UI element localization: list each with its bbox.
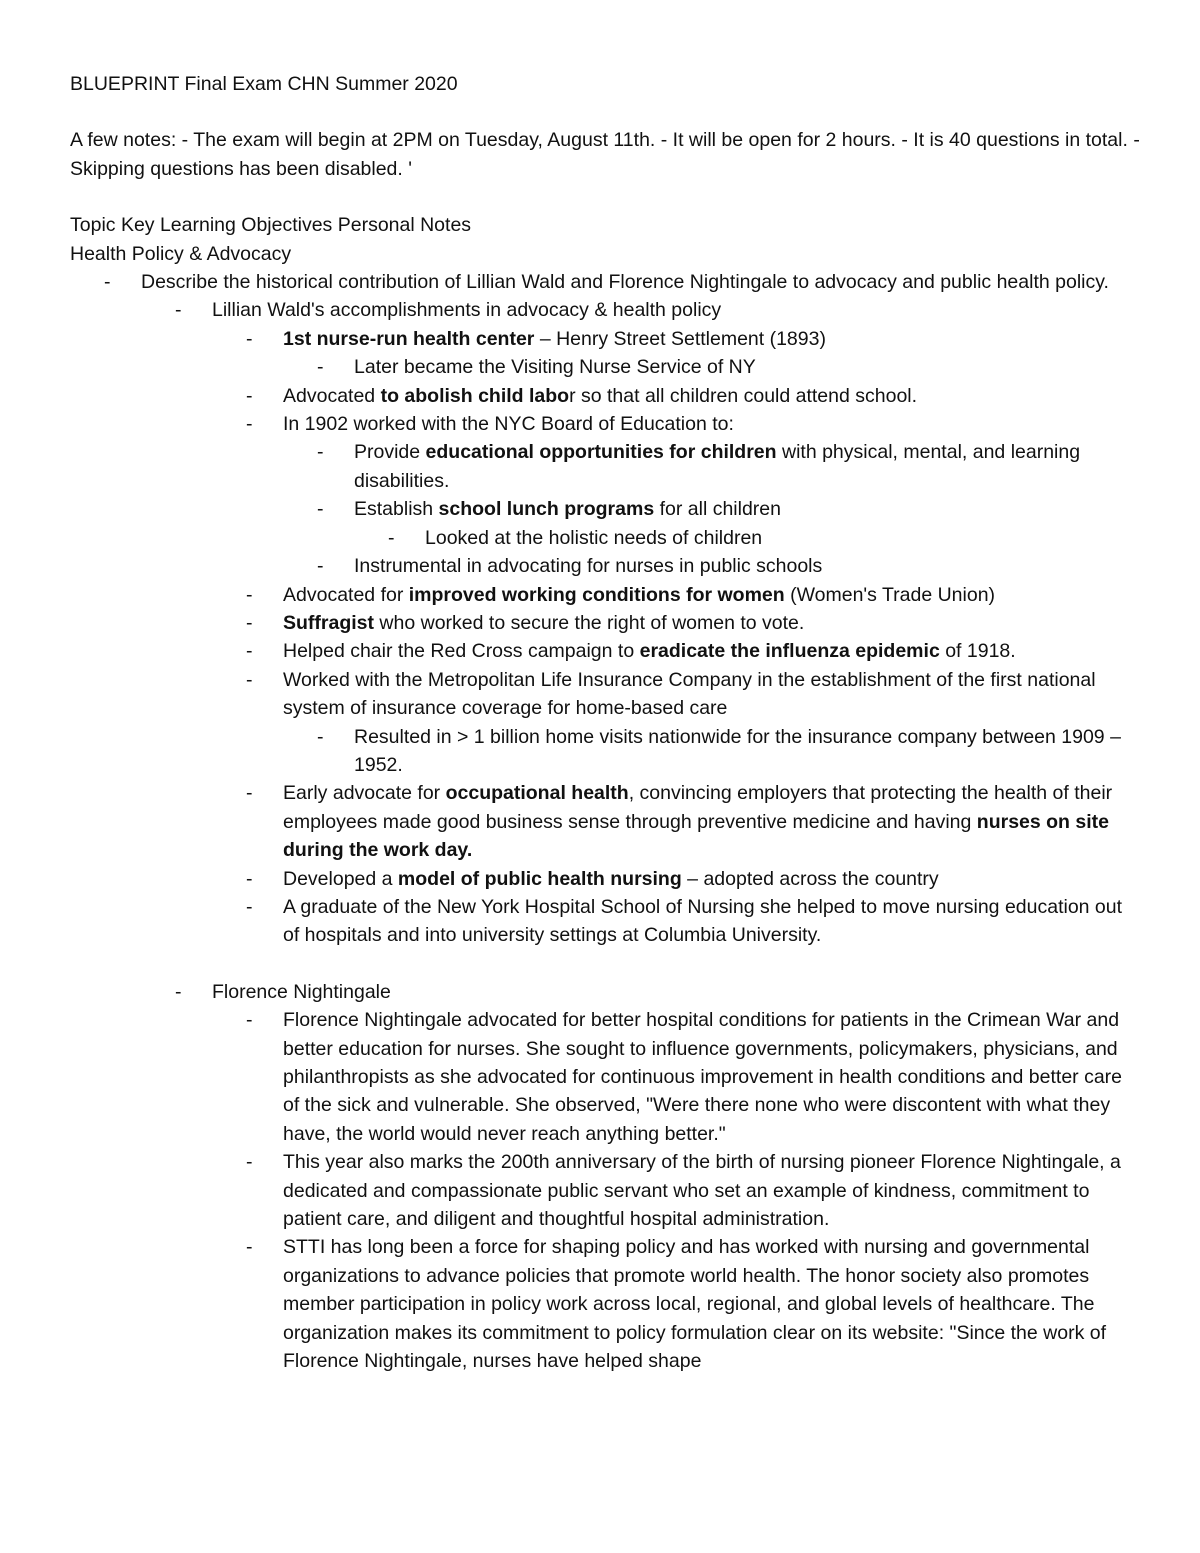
list-text: Later became the Visiting Nurse Service of NY xyxy=(354,356,756,379)
list-item xyxy=(212,779,1140,864)
list-text: Provide xyxy=(354,441,426,464)
list-text: Instrumental in advocating for nurses in public schools xyxy=(354,555,823,578)
sub-list xyxy=(283,723,1140,780)
topic-heading: Health Policy & Advocacy xyxy=(70,242,292,265)
bold-text: improved working conditions for women xyxy=(408,583,785,606)
list-item xyxy=(212,581,1140,609)
list-item xyxy=(141,978,1140,1376)
bullet-dash: - xyxy=(317,498,324,521)
sub-list xyxy=(283,353,1140,381)
bold-text: to abolish child labo xyxy=(380,384,570,407)
bullet-dash: - xyxy=(246,327,253,350)
objective-text: Describe the historical contribution of Lillian Wald and Florence Nightingale to advocacy and public health policy. xyxy=(141,271,1109,294)
list-item xyxy=(212,637,1140,665)
wald-heading: Lillian Wald's accomplishments in advocacy & health policy xyxy=(212,299,722,322)
bullet-dash: - xyxy=(246,583,253,606)
bullet-dash: - xyxy=(175,299,182,322)
list-text: In 1902 worked with the NYC Board of Education to: xyxy=(283,413,734,436)
list-text: Establish xyxy=(354,498,439,521)
bullet-dash: - xyxy=(246,611,253,634)
bullet-dash: - xyxy=(175,980,182,1003)
list-item xyxy=(354,524,1140,552)
sub-list xyxy=(283,438,1140,580)
list-item xyxy=(283,495,1140,552)
bullet-dash: - xyxy=(317,356,324,379)
list-text: STTI has long been a force for shaping policy and has worked with nursing and governmental organizations to advance policies that promote world health. The honor society also promotes member participation in policy work across local, regional, and global levels of healthcare. The organization makes its commitment to policy formulation clear on its website: "Since the work of Florence Nightingale, nurses have helped shape xyxy=(283,1236,1107,1373)
list-text: with physical, mental, and learning disabilities. xyxy=(354,441,1081,492)
list-item xyxy=(212,865,1140,893)
list-text: – Henry Street Settlement (1893) xyxy=(534,327,826,350)
bold-text: 1st nurse-run health center xyxy=(283,327,535,350)
list-text: r so that all children could attend school. xyxy=(569,384,918,407)
bullet-dash: - xyxy=(104,271,111,294)
objectives-list xyxy=(70,268,1140,1375)
bold-text: school lunch programs xyxy=(438,498,655,521)
list-text: for all children xyxy=(654,498,781,521)
list-item xyxy=(283,438,1140,495)
bold-text: nurses on site during the work day. xyxy=(283,810,1109,862)
exam-notes: A few notes: - The exam will begin at 2PM on Tuesday, August 11th. - It will be open for 2 hours. - It is 40 questions in total. - Skipping questions has been disabled. ' xyxy=(70,129,1140,180)
wald-accomplishments xyxy=(212,325,1140,950)
bullet-dash: - xyxy=(317,725,324,748)
bullet-dash: - xyxy=(246,1151,253,1174)
list-item xyxy=(212,1006,1140,1148)
list-text: Worked with the Metropolitan Life Insurance Company in the establishment of the first national system of insurance coverage for home-based care xyxy=(283,668,1096,720)
list-text: Resulted in > 1 billion home visits nationwide for the insurance company between 1909 – 1952. xyxy=(354,725,1121,776)
list-text: Looked at the holistic needs of children xyxy=(425,526,763,549)
list-item xyxy=(212,666,1140,780)
list-text: of 1918. xyxy=(939,640,1016,663)
bold-text: eradicate the influenza epidemic xyxy=(639,640,940,663)
list-text: Developed a xyxy=(283,867,398,890)
list-item xyxy=(212,893,1140,950)
list-text: who worked to secure the right of women to vote. xyxy=(374,611,805,634)
list-text: A graduate of the New York Hospital School of Nursing she helped to move nursing education out of hospitals and into university settings at Columbia University. xyxy=(283,895,1123,947)
list-text: Advocated for xyxy=(283,583,409,606)
bullet-dash: - xyxy=(388,526,395,549)
list-item xyxy=(70,268,1140,1375)
bold-text: occupational health xyxy=(445,782,629,805)
bullet-dash: - xyxy=(246,413,253,436)
document-body xyxy=(70,70,1140,1375)
table-header: Topic Key Learning Objectives Personal Notes xyxy=(70,214,472,237)
bold-text: Suffragist xyxy=(283,611,375,634)
document-title: BLUEPRINT Final Exam CHN Summer 2020 xyxy=(70,73,458,95)
bullet-dash: - xyxy=(317,555,324,578)
list-item xyxy=(212,325,1140,382)
list-item xyxy=(212,382,1140,410)
bullet-dash: - xyxy=(317,441,324,464)
bullet-dash: - xyxy=(246,668,253,691)
nightingale-section xyxy=(141,978,1140,1376)
bullet-dash: - xyxy=(246,895,253,918)
wald-section xyxy=(141,296,1140,949)
nightingale-heading: Florence Nightingale xyxy=(212,980,391,1003)
list-item xyxy=(212,609,1140,637)
bullet-dash: - xyxy=(246,640,253,663)
list-text: This year also marks the 200th anniversary of the birth of nursing pioneer Florence Nightingale, a dedicated and compassionate public servant who set an example of kindness, commitment to patient care, and diligent and thoughtful hospital administration. xyxy=(283,1151,1121,1231)
nightingale-points xyxy=(212,1006,1140,1375)
sub-list xyxy=(354,524,1140,552)
list-text: Helped chair the Red Cross campaign to xyxy=(283,640,640,663)
list-text: , convincing employers that protecting the health of their employees made good business sense through preventive medicine and having xyxy=(283,782,1113,833)
list-item xyxy=(212,410,1140,580)
list-item xyxy=(141,296,1140,949)
bullet-dash: - xyxy=(246,782,253,805)
bullet-dash: - xyxy=(246,1009,253,1032)
bullet-dash: - xyxy=(246,1236,253,1259)
list-item xyxy=(283,723,1140,780)
bold-text: model of public health nursing xyxy=(397,867,682,890)
list-text: – adopted across the country xyxy=(681,867,939,890)
list-item xyxy=(212,1233,1140,1375)
list-item xyxy=(283,552,1140,580)
list-text: Florence Nightingale advocated for better hospital conditions for patients in the Crimean War and better education for nurses. She sought to influence governments, policymakers, physicians, and philanthropists as she advocated for continuous improvement in health conditions and better care of the sick and vulnerable. She observed, "Were there none who were discontent with what they have, the world would never reach anything better." xyxy=(283,1009,1123,1145)
list-item xyxy=(212,1148,1140,1233)
bullet-dash: - xyxy=(246,867,253,890)
bold-text: educational opportunities for children xyxy=(425,441,777,464)
list-text: Early advocate for xyxy=(283,782,446,805)
list-text: Advocated xyxy=(283,384,381,407)
list-text: (Women's Trade Union) xyxy=(784,583,996,606)
bullet-dash: - xyxy=(246,384,253,407)
list-item xyxy=(283,353,1140,381)
